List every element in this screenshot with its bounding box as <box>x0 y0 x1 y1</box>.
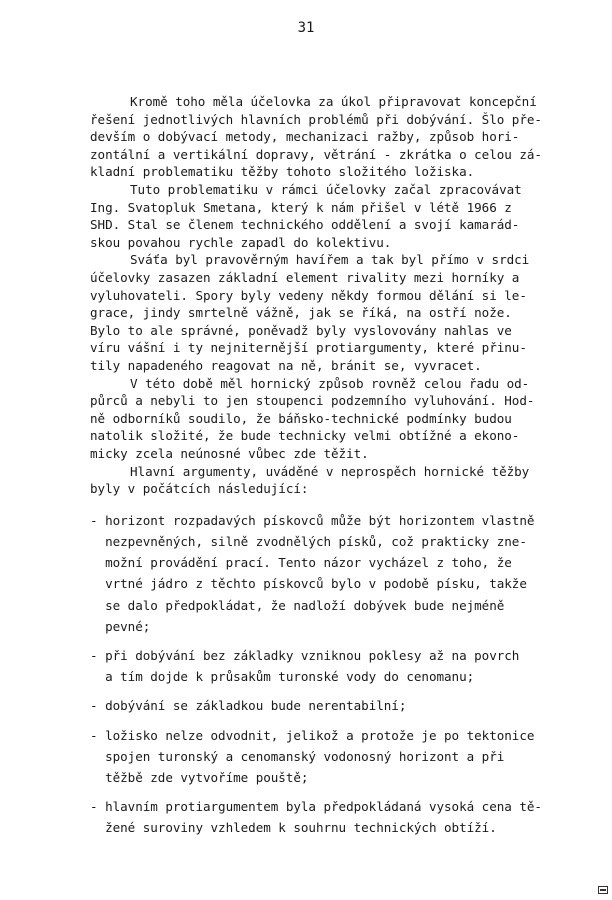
text-line: Bylo to ale správné, poněvadž byly vyslovovány nahlas ve <box>90 322 512 338</box>
text-line: Kromě toho měla účelovka za úkol připravovat koncepční <box>130 94 537 109</box>
bullet-line: - při dobývání bez základky vzniknou poklesy až na povrch <box>90 648 520 663</box>
bullet-line: - dobývání se základkou bude nerentabilní; <box>90 698 407 714</box>
bullet-line: nezpevněných, silně zvodnělých písků, což prakticky zne- <box>90 534 527 549</box>
text-line: víru vášní i ty nejniternější protiargumenty, které přinu- <box>90 340 527 356</box>
bullet-line: - ložisko nelze odvodnit, jelikož a protože je po tektonice <box>90 727 535 743</box>
text-line: byly v počátcích následující: <box>90 481 309 497</box>
text-line: účelovky zasazen základní element rivality mezi horníky a <box>90 270 520 285</box>
text-line: V této době měl hornický způsob rovněž celou řadu od- <box>130 375 530 391</box>
text-line: devším o dobývací metody, mechanizaci ražby, způsob hori- <box>90 129 520 145</box>
text-line: micky zcela neúnosné vůbec zde těžit. <box>90 446 369 461</box>
text-line: řešení jednotlivých hlavních problémů při dobývání. Šlo pře- <box>90 111 542 127</box>
bullet-line: spojen turonský a cenomanský vodonosný horizont a při <box>90 748 505 764</box>
bullet-line: žené suroviny vzhledem k souhrnu technických obtíží. <box>90 820 497 836</box>
text-line: vyluhovateli. Spory byly vedeny někdy formou dělání si le- <box>90 287 527 303</box>
text-line: tily napadeného reagovat na ně, bránit se, vyvracet. <box>90 358 482 373</box>
scroll-marker-icon <box>598 886 608 894</box>
text-line: ně odborníků soudilo, že báňsko-technické podmínky budou <box>90 410 512 426</box>
text-line: natolik složité, že bude technicky velmi obtížné a ekono- <box>90 428 520 444</box>
text-line: Ing. Svatopluk Smetana, který k nám přišel v létě 1966 z <box>90 199 512 215</box>
bullet-line: se dalo předpokládat, že nadloží dobývek bude nejméně <box>90 597 505 613</box>
text-line: skou povahou rychle zapadl do kolektivu. <box>90 234 392 250</box>
bullet-line: těžbě zde vytvoříme pouště; <box>90 770 309 785</box>
bullet-line: vrtné jádro z těchto pískovců bylo v podobě písku, takže <box>90 576 527 592</box>
text-line: Sváťa byl pravověrným havířem a tak byl přímo v srdci <box>130 252 530 268</box>
bullet-line: - horizont rozpadavých pískovců může být horizontem vlastně <box>90 512 535 528</box>
text-line: SHD. Stal se členem technického oddělení a svojí kamarád- <box>90 217 520 233</box>
bullet-line: možní provádění prací. Tento názor vycházel z toho, že <box>90 555 512 571</box>
bullet-line: - hlavním protiargumentem byla předpokládaná vysoká cena tě- <box>90 799 542 815</box>
page-number: 31 <box>297 20 315 36</box>
text-line: kladní problematiku těžby tohoto složitého ložiska. <box>90 164 475 180</box>
text-line: grace, jindy smrtelně vážně, jak se říká, na ostří nože. <box>90 305 512 321</box>
text-line: zontální a vertikální dopravy, větrání - zkrátka o celou zá- <box>90 146 542 162</box>
bullet-line: a tím dojde k průsakům turonské vody do cenomanu; <box>90 669 475 685</box>
text-line: Tuto problematiku v rámci účelovky začal zpracovávat <box>130 182 522 197</box>
text-line: Hlavní argumenty, uváděné v neprospěch hornické těžby <box>130 463 530 479</box>
text-line: půrců a nebyli to jen stoupenci podzemního vyluhování. Hod- <box>90 393 535 409</box>
bullet-line: pevné; <box>90 618 151 634</box>
